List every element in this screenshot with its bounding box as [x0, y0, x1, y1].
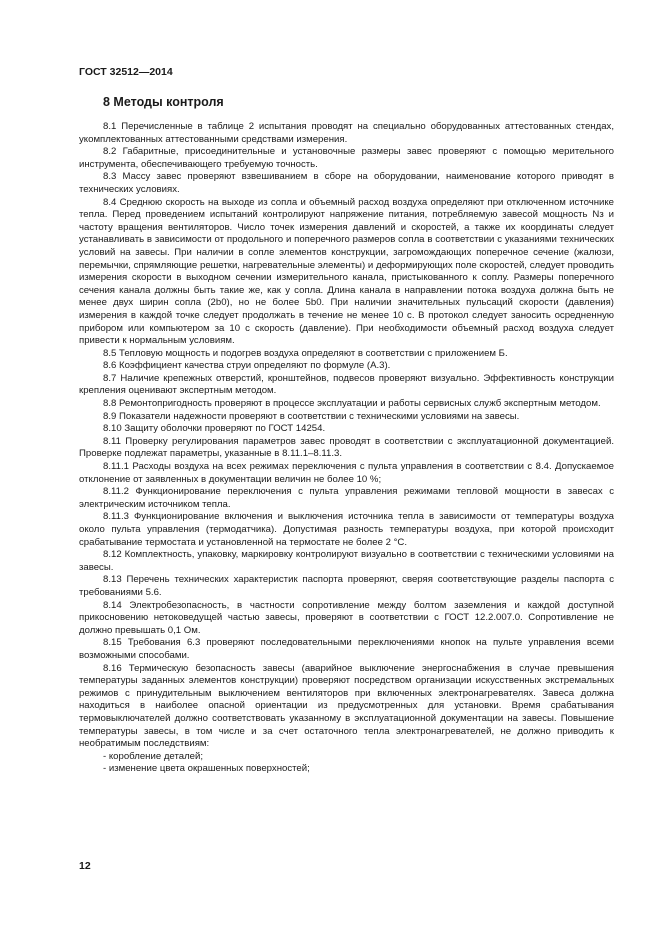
paragraph-8-8: 8.8 Ремонтопригодность проверяют в процессе эксплуатации и работы сервисных служб экспертным методом. [103, 398, 601, 410]
paragraph-8-7: 8.7 Наличие крепежных отверстий, кронштейнов, подвесов проверяют визуально. Эффективность конструкции крепления оценивают экспертным методом. [79, 372, 614, 397]
bullet-item: - изменение цвета окрашенных поверхностей; [103, 763, 310, 775]
paragraph-8-3: 8.3 Массу завес проверяют взвешиванием в сборе на оборудовании, наименование которого приводят в технических условиях. [79, 171, 614, 195]
page-number: 12 [79, 860, 91, 872]
paragraph-8-13: 8.13 Перечень технических характеристик паспорта проверяют, сверяя соответствующие разделы паспорта с требованиями 5.6. [79, 574, 614, 598]
section-title: 8 Методы контроля [103, 95, 224, 109]
paragraph-8-11-1: 8.11.1 Расходы воздуха на всех режимах переключения с пульта управления в соответствии с 8.4. Допускаемое отклонение от заявленных в документации величин не более 10 %; [79, 461, 614, 485]
paragraph-8-12: 8.12 Комплектность, упаковку, маркировку контролируют визуально в соответствии с техническими условиями на завесы. [79, 549, 614, 573]
paragraph-8-5: 8.5 Тепловую мощность и подогрев воздуха определяют в соответствии с приложением Б. [103, 347, 508, 359]
paragraph-8-9: 8.9 Показатели надежности проверяют в соответствии с техническими условиями на завесы. [103, 410, 520, 422]
paragraph-8-11: 8.11 Проверку регулирования параметров завес проводят в соответствии с эксплуатационной документацией. Проверке подлежат параметры, указанные в 8.11.1–8.11.3. [79, 435, 614, 460]
paragraph-8-15: 8.15 Требования 6.3 проверяют последовательными переключениями кнопок на пульте управления всеми возможными способами. [79, 637, 614, 661]
paragraph-8-16: 8.16 Термическую безопасность завесы (аварийное выключение энергоснабжения в случае превышения температуры заданных элементов конструкции) проверяют посредством организации искусственных экстремальных режимов с принудительным выключением вентиляторов при включенных электронагревателях. Завеса должна находиться в наиболее опасной ориентации из предусмотренных для установки. Время срабатывания термовыключателей должно соответствовать указанному в эксплуатационной документации на завесы. Повышение температуры завесы, в том числе и за счет остаточного тепла электронагревателей, не должно приводить к необратимым последствиям: [79, 662, 614, 750]
paragraph-8-11-2: 8.11.2 Функционирование переключения с пульта управления режимами тепловой мощности в завесах с электрическим источником тепла. [79, 486, 614, 510]
paragraph-8-11-3: 8.11.3 Функционирование включения и выключения источника тепла в зависимости от температуры воздуха около пульта управления (термодатчика). Допустимая разность температуры воздуха, при которой происходит срабатывание термостата и установленной на термостате не более 2 °С. [79, 511, 614, 548]
paragraph-8-6: 8.6 Коэффициент качества струи определяют по формуле (А.3). [103, 360, 391, 372]
paragraph-8-10: 8.10 Защиту оболочки проверяют по ГОСТ 14254. [103, 423, 326, 435]
paragraph-8-4: 8.4 Среднюю скорость на выходе из сопла и объемный расход воздуха определяют при отключенном источнике тепла. Перед проведением испытаний контролируют напряжение питания, потребляемую завесой мощность Nз и частоту вращения вентиляторов. Число точек измерения давлений и скоростей, а также их координаты следует устанавливать в зависимости от продольного и поперечного размеров сопла в соответствии с указаниями технических условий на завесы. При наличии в сопле элементов конструкции, загромождающих поперечное сечение (жалюзи, перемычки, спрямляющие решетки, нагревательные элементы) и деформирующих поле скоростей, следует проводить измерения скорости в выходном сечении измерительного канала, пристыкованного к соплу. Размеры поперечного сечения канала должны быть такие же, как у сопла. Длина канала в направлении потока воздуха должна быть не менее двух ширин сопла (2b0), но не более 5b0. При наличии значительных пульсаций скорости (давления) измерения в каждой точке следует продолжать в течение не менее 10 с. В протокол следует заносить осредненную прибором или компьютером за 10 с скорость (давление). При необходимости объемный расход воздуха следует привести к нормальным условиям. [79, 196, 614, 347]
bullet-item: - коробление деталей; [103, 750, 204, 762]
document-header: ГОСТ 32512—2014 [79, 66, 173, 78]
paragraph-8-14: 8.14 Электробезопасность, в частности сопротивление между болтом заземления и каждой доступной прикосновению нетоковедущей частью завесы, проверяют в соответствии с ГОСТ 12.2.007.0. Сопротивление не должно превышать 0,1 Ом. [79, 599, 614, 636]
body-text [79, 121, 614, 776]
paragraph-8-2: 8.2 Габаритные, присоединительные и установочные размеры завес проверяют с помощью мерительного инструмента, обеспечивающего требуемую точность. [79, 146, 614, 170]
paragraph-8-1: 8.1 Перечисленные в таблице 2 испытания проводят на специально оборудованных аттестованных стендах, укомплектованных аттестованными средствами измерения. [79, 121, 614, 145]
